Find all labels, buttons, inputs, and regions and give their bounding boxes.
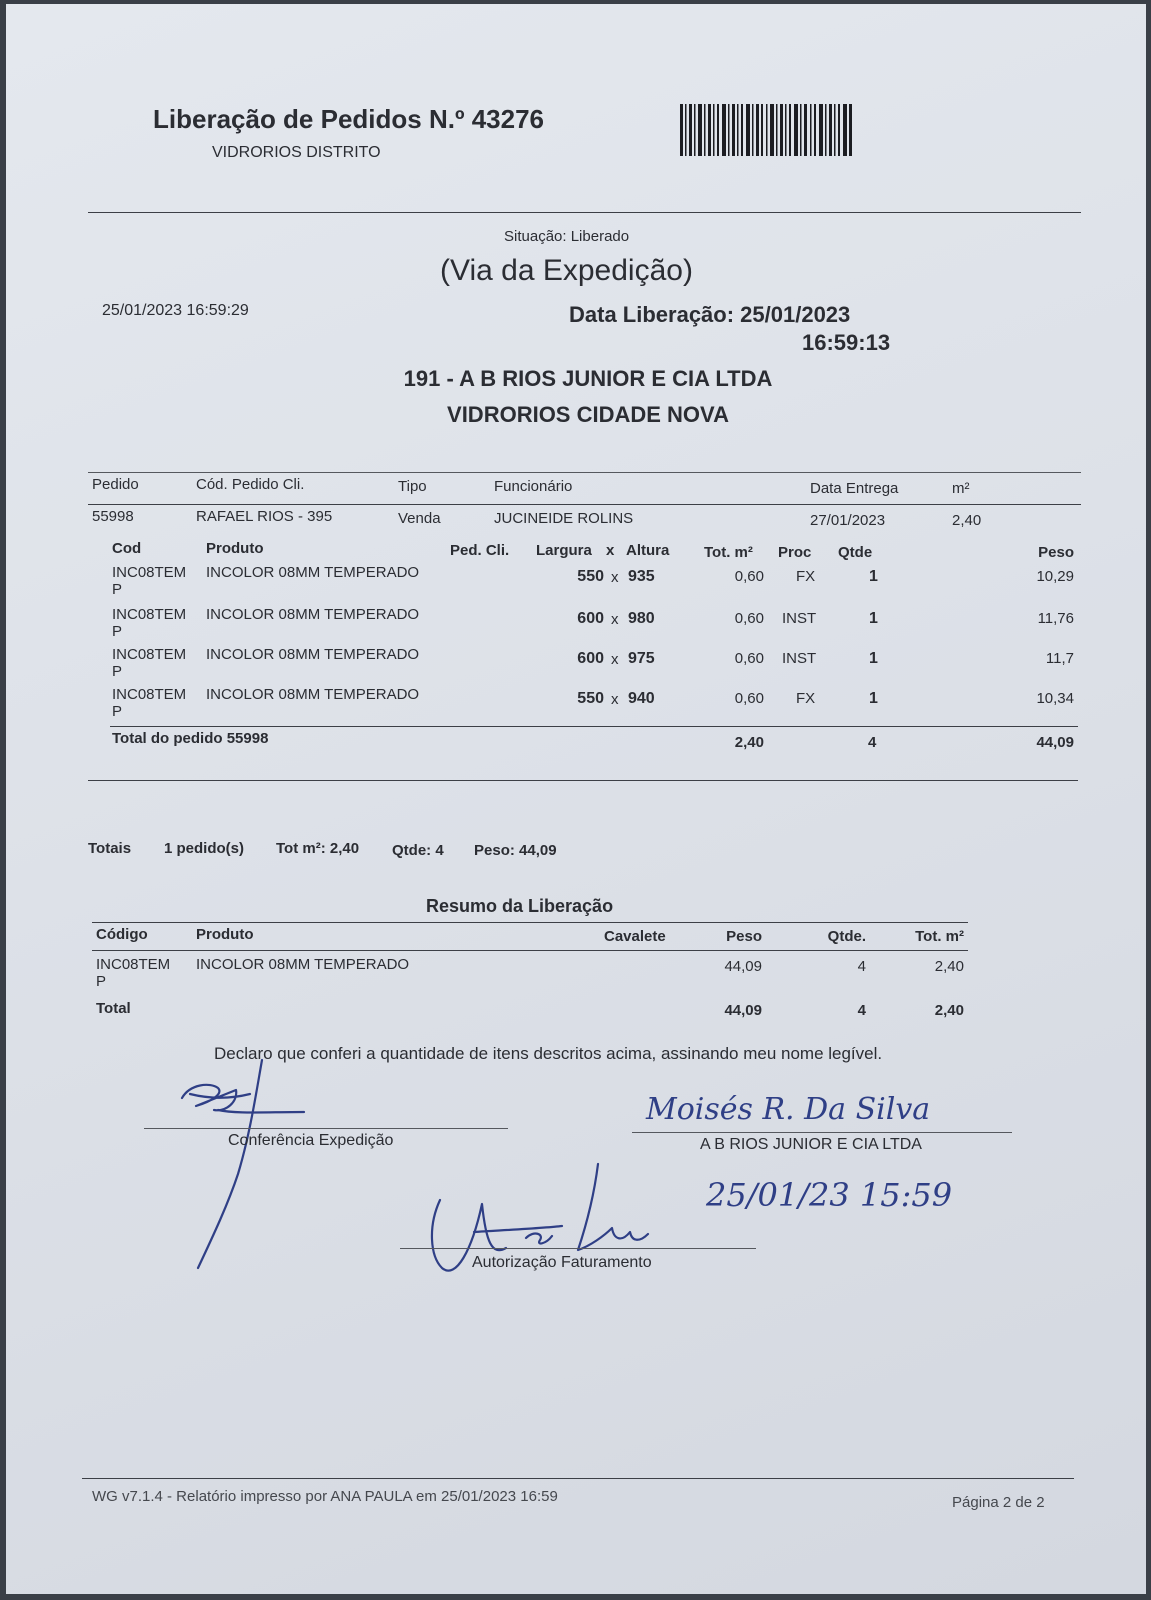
order-total-m2: 2,40 [734, 734, 764, 751]
row-tot-m2: 0,60 [734, 650, 764, 667]
totais-m2: Tot m²: 2,40 [276, 840, 360, 857]
resumo-col-produto: Produto [196, 926, 254, 943]
col-proc: Proc [778, 544, 812, 561]
col-qtde: Qtde [838, 544, 873, 561]
col-peso: Peso [1038, 544, 1074, 561]
col-tot-m2: Tot. m² [704, 544, 753, 561]
conferencia-signature-icon [166, 1054, 316, 1274]
conferencia-signature-line [144, 1128, 508, 1129]
resumo-title: Resumo da Liberação [426, 896, 614, 916]
row-largura: 600 [577, 610, 604, 627]
row-cod: INC08TEM P [112, 646, 187, 680]
row-peso: 11,7 [1045, 650, 1074, 667]
label-tipo: Tipo [398, 478, 427, 495]
resumo-row-qtde: 4 [857, 958, 866, 975]
col-ped-cli: Ped. Cli. [450, 542, 510, 559]
value-pedido: 55998 [92, 508, 134, 525]
value-tipo: Venda [398, 510, 441, 527]
col-x: x [606, 542, 615, 559]
row-x: x [611, 691, 619, 708]
resumo-total-peso: 44,09 [724, 1002, 762, 1019]
document-page [6, 4, 1146, 1594]
row-largura: 600 [577, 650, 604, 667]
col-cod: Cod [112, 540, 142, 557]
row-cod: INC08TEM P [112, 606, 187, 640]
totais-label: Totais [88, 840, 132, 857]
row-proc: FX [796, 690, 816, 707]
header-divider [88, 212, 1081, 213]
section-divider [88, 780, 1078, 781]
row-qtde: 1 [869, 690, 878, 707]
resumo-header-line [92, 950, 968, 951]
via-title: (Via da Expedição) [440, 254, 693, 287]
company-name: VIDRORIOS DISTRITO [212, 144, 381, 161]
data-liberacao: Data Liberação: 25/01/2023 [569, 302, 851, 327]
row-altura: 940 [628, 690, 655, 707]
client-signature: Moisés R. Da Silva [646, 1092, 931, 1127]
row-peso: 10,29 [1036, 568, 1074, 585]
document-title: Liberação de Pedidos N.º 43276 [153, 104, 544, 134]
resumo-row-peso: 44,09 [724, 958, 762, 975]
label-cod-pedido-cli: Cód. Pedido Cli. [196, 476, 305, 493]
row-proc: FX [796, 568, 816, 585]
conferencia-label: Conferência Expedição [228, 1132, 394, 1149]
value-cod-pedido-cli: RAFAEL RIOS - 395 [196, 508, 333, 525]
row-altura: 935 [628, 568, 655, 585]
value-funcionario: JUCINEIDE ROLINS [494, 510, 634, 527]
label-m2: m² [952, 480, 970, 497]
col-altura: Altura [626, 542, 670, 559]
row-qtde: 1 [869, 610, 878, 627]
resumo-top-line [92, 922, 968, 923]
col-largura: Largura [536, 542, 592, 559]
row-x: x [611, 569, 619, 586]
col-produto: Produto [206, 540, 264, 557]
resumo-total-label: Total [96, 1000, 131, 1017]
row-produto: INCOLOR 08MM TEMPERADO [206, 646, 420, 663]
row-x: x [611, 651, 619, 668]
client-branch: VIDRORIOS CIDADE NOVA [447, 402, 729, 427]
resumo-row-produto: INCOLOR 08MM TEMPERADO [196, 956, 410, 973]
value-data-entrega: 27/01/2023 [810, 512, 886, 529]
row-peso: 10,34 [1036, 690, 1074, 707]
footer-page-number: Página 2 de 2 [952, 1494, 1045, 1511]
row-cod: INC08TEM P [112, 686, 187, 720]
row-largura: 550 [577, 568, 604, 585]
resumo-col-peso: Peso [726, 928, 762, 945]
row-qtde: 1 [869, 568, 878, 585]
totais-peso: Peso: 44,09 [474, 842, 557, 859]
label-pedido: Pedido [92, 476, 139, 493]
autorizacao-label: Autorização Faturamento [472, 1254, 652, 1271]
row-proc: INST [782, 650, 817, 667]
handwritten-date: 25/01/23 15:59 [706, 1176, 953, 1214]
resumo-col-cavalete: Cavalete [604, 928, 666, 945]
row-produto: INCOLOR 08MM TEMPERADO [206, 564, 420, 581]
label-data-entrega: Data Entrega [810, 480, 899, 497]
order-header-line [88, 504, 1081, 505]
row-x: x [611, 611, 619, 628]
order-top-line [88, 472, 1081, 473]
row-altura: 980 [628, 610, 655, 627]
order-total-label: Total do pedido 55998 [112, 730, 269, 747]
resumo-row-tot-m2: 2,40 [934, 958, 964, 975]
printed-timestamp: 25/01/2023 16:59:29 [102, 302, 249, 319]
client-signature-line [632, 1132, 1012, 1133]
footer-print-info: WG v7.1.4 - Relatório impresso por ANA PAULA em 25/01/2023 16:59 [92, 1488, 558, 1505]
resumo-row-codigo: INC08TEM P [96, 956, 171, 990]
autorizacao-signature-line [400, 1248, 756, 1249]
barcode-icon [680, 104, 854, 156]
row-largura: 550 [577, 690, 604, 707]
row-produto: INCOLOR 08MM TEMPERADO [206, 686, 420, 703]
row-tot-m2: 0,60 [734, 690, 764, 707]
row-cod: INC08TEM P [112, 564, 187, 598]
row-peso: 11,76 [1037, 610, 1074, 627]
row-tot-m2: 0,60 [734, 568, 764, 585]
client-signature-label: A B RIOS JUNIOR E CIA LTDA [700, 1136, 922, 1153]
items-total-line [110, 726, 1078, 727]
row-altura: 975 [628, 650, 655, 667]
resumo-col-qtde: Qtde. [827, 928, 866, 945]
resumo-col-codigo: Código [96, 926, 148, 943]
client-name: 191 - A B RIOS JUNIOR E CIA LTDA [403, 366, 773, 391]
totais-pedidos: 1 pedido(s) [164, 840, 245, 857]
label-funcionario: Funcionário [494, 478, 573, 495]
declaration-text: Declaro que conferi a quantidade de itens descritos acima, assinando meu nome legível. [214, 1044, 883, 1063]
footer-line [82, 1478, 1074, 1479]
row-tot-m2: 0,60 [734, 610, 764, 627]
resumo-total-tot-m2: 2,40 [934, 1002, 964, 1019]
row-qtde: 1 [869, 650, 878, 667]
totais-qtde: Qtde: 4 [392, 842, 444, 859]
row-proc: INST [782, 610, 817, 627]
data-liberacao-time: 16:59:13 [802, 330, 891, 355]
situacao-text: Situação: Liberado [504, 228, 630, 245]
order-total-peso: 44,09 [1036, 734, 1074, 751]
resumo-total-qtde: 4 [857, 1002, 866, 1019]
value-m2: 2,40 [952, 512, 982, 529]
row-produto: INCOLOR 08MM TEMPERADO [206, 606, 420, 623]
resumo-col-tot-m2: Tot. m² [915, 928, 964, 945]
order-total-qtde: 4 [868, 734, 877, 751]
